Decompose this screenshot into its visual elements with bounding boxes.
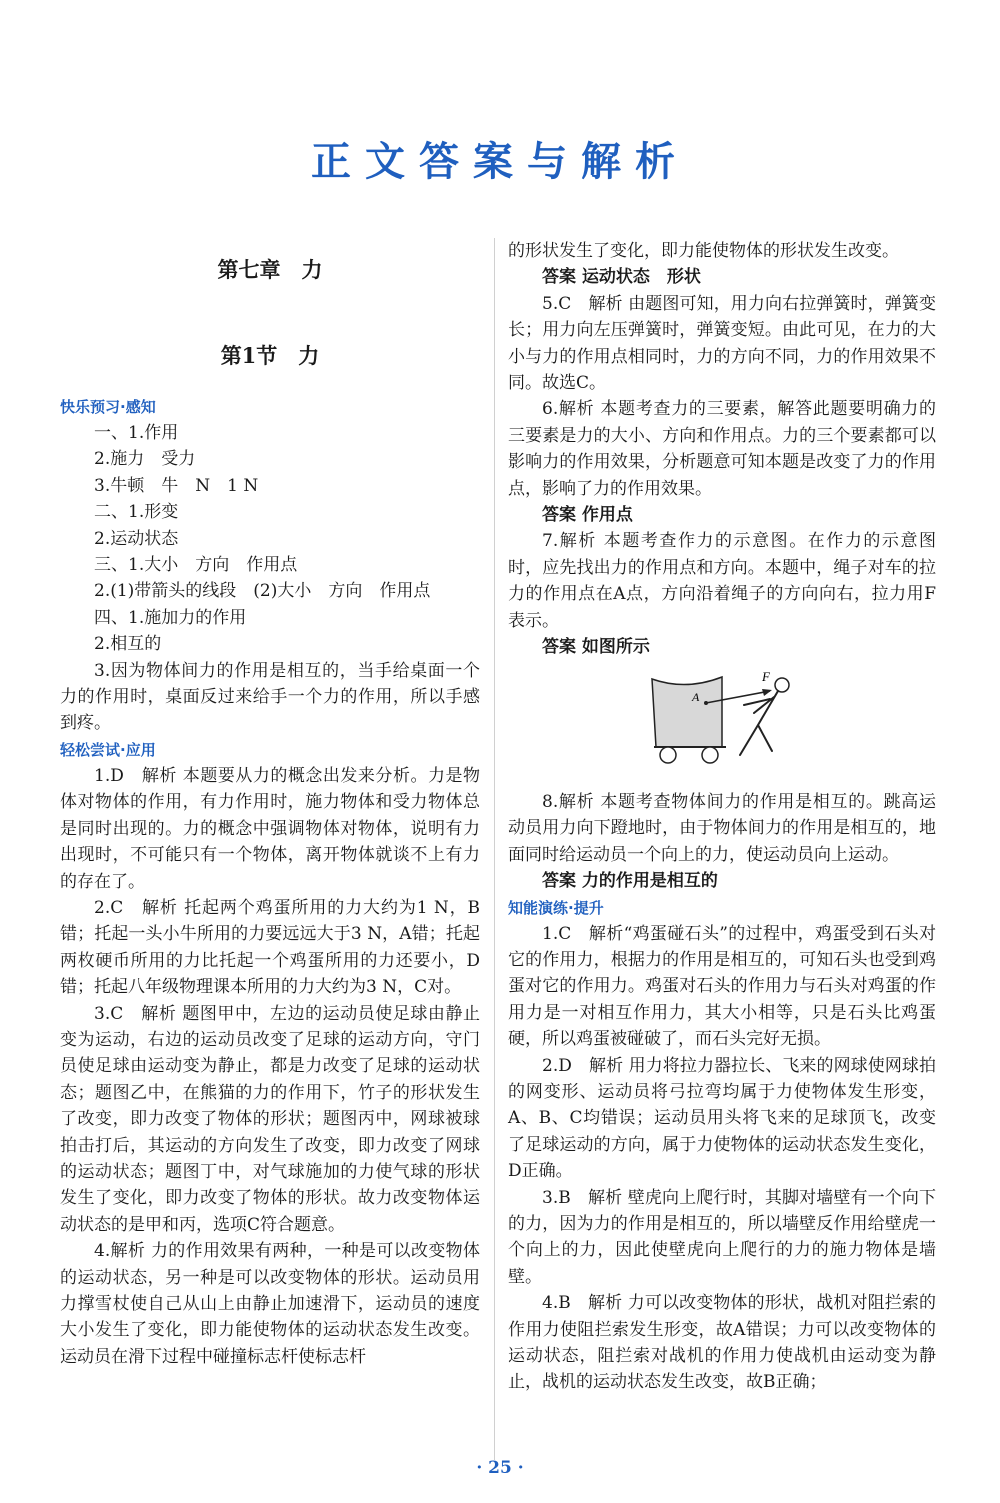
answer-paragraph: 4.B 解析 力可以改变物体的形状，战机对阻拦索的作用力使阻拦索发生形变，故A错误；力可以改变物体的运动状态，阻拦索对战机的作用力使战机由运动变为静止，战机的运动状态发生改变，故B正确； <box>508 1293 936 1393</box>
answer-paragraph: 8.解析 本题考查物体间力的作用是相互的。跳高运动员用力向下蹬地时，由于物体间力的作用是相互的，地面同时给运动员一个向上的力，使运动员向上运动。 <box>508 791 936 865</box>
list-item: 2.相互的 <box>94 634 162 655</box>
cart-wheel <box>660 747 676 763</box>
person-head <box>775 678 789 692</box>
page-number: · 25 · <box>476 1458 524 1478</box>
subsection-preview: 快乐预习·感知 <box>60 398 156 416</box>
list-item: 二、1.形变 <box>94 502 179 523</box>
answer-paragraph: 3.C 解析 题图甲中，左边的运动员使足球由静止变为运动，右边的运动员改变了足球的运动方向，守门员使足球由运动变为静止，都是力改变了足球的运动状态；题图乙中，在熊猫的力的作用下，竹子的形状发生了改变，即力改变了物体的形状；题图丙中，网球被球拍击打后，其运动的方向发生了改变，即力改变了网球的运动状态；题图丁中，对气球施加的力使气球的形状发生了变化，即力改变了物体的形状。故力改变物体运动状态的是甲和丙，选项C符合题意。 <box>60 1003 480 1235</box>
subsection-try: 轻松尝试·应用 <box>60 740 156 759</box>
answer-line: 答案 如图所示 <box>542 637 650 658</box>
list-item: 一、1.作用 <box>94 423 179 443</box>
answer-paragraph: 2.D 解析 用力将拉力器拉长、飞来的网球使网球拍的网变形、运动员将弓拉弯均属于力使物体发生形变，A、B、C均错误；运动员用头将飞来的足球顶飞，改变了足球运动的方向，属于力使物体的运动状态发生变化，D正确。 <box>508 1055 936 1182</box>
column-divider <box>494 238 495 1460</box>
answer-paragraph: 6.解析 本题考查力的三要素，解答此题要明确力的三要素是力的大小、方向和作用点。力的三个要素都可以影响力的作用效果，分析题意可知本题是改变了力的作用点，影响了力的作用效果。 <box>508 399 936 499</box>
answer-paragraph: 7.解析 本题考查作力的示意图。在作力的示意图时，应先找出力的作用点和方向。本题中，绳子对车的拉力的作用点在A点，方向沿着绳子的方向向右，拉力用F表示。 <box>508 531 936 631</box>
section-heading: 第1节 力 <box>220 343 320 368</box>
label-a: A <box>692 689 700 704</box>
answer-paragraph: 3.B 解析 壁虎向上爬行时，其脚对墙壁有一个向下的力，因为力的作用是相互的，所以墙壁反作用给壁虎一个向上的力，因此使壁虎向上爬行的力的施力物体是墙壁。 <box>508 1187 936 1287</box>
right-column <box>508 238 936 1396</box>
cart-wheel <box>702 747 718 763</box>
answer-paragraph: 的形状发生了变化，即力能使物体的形状发生改变。 <box>508 241 899 261</box>
list-item: 3.牛顿 牛 N 1 N <box>94 475 259 496</box>
left-column <box>60 238 480 1370</box>
subsection-practice: 知能演练·提升 <box>508 898 604 917</box>
person-body <box>740 691 778 755</box>
force-point <box>704 701 708 705</box>
answer-paragraph: 1.D 解析 本题要从力的概念出发来分析。力是物体对物体的作用，有力作用时，施力物体和受力物体总是同时出现的。力的概念中强调物体对物体，说明有力出现时，不可能只有一个物体，离开物体就谈不上有力的存在了。 <box>60 765 480 892</box>
answer-paragraph: 3.因为物体间力的作用是相互的，当手给桌面一个力的作用时，桌面反过来给手一个力的作用，所以手感到疼。 <box>60 660 480 734</box>
arrowhead <box>762 689 772 696</box>
label-f: F <box>762 668 770 684</box>
answer-line: 答案 作用点 <box>542 505 633 526</box>
answer-paragraph: 2.C 解析 托起两个鸡蛋所用的力大约为1 N，B错；托起一头小牛所用的力要远远大于3 N，A错；托起两枚硬币所用的力比托起一个鸡蛋所用的力还要小，D错；托起八年级物理课本所用的力大约为3 N，C对。 <box>60 897 480 998</box>
answer-line: 答案 运动状态 形状 <box>542 267 701 288</box>
list-item: 2.(1)带箭头的线段 (2)大小 方向 作用点 <box>94 581 431 602</box>
answer-paragraph: 1.C 解析“鸡蛋碰石头”的过程中，鸡蛋受到石头对它的作用力，根据力的作用是相互的，可知石头也受到鸡蛋对它的作用力。鸡蛋对石头的作用力与石头对鸡蛋的作用力是一对相互作用力，其大小相等，只是石头比鸡蛋硬，所以鸡蛋被碰破了，而石头完好无损。 <box>508 923 936 1050</box>
answer-paragraph: 5.C 解析 由题图可知，用力向右拉弹簧时，弹簧变长；用力向左压弹簧时，弹簧变短。由此可见，在力的大小与力的作用点相同时，力的方向不同，力的作用效果不同。故选C。 <box>508 293 936 394</box>
answer-paragraph: 4.解析 力的作用效果有两种，一种是可以改变物体的运动状态，另一种是可以改变物体的形状。运动员用力撑雪杖使自己从山上由静止加速滑下，运动员的速度大小发生了变化，即力能使物体的运动状态发生改变。运动员在滑下过程中碰撞标志杆使标志杆 <box>60 1241 480 1367</box>
force-diagram <box>646 669 806 771</box>
page-title: 正文答案与解析 <box>311 138 689 185</box>
cart-body <box>652 677 722 747</box>
chapter-heading: 第七章 力 <box>217 257 323 282</box>
list-item: 三、1.大小 方向 作用点 <box>94 555 298 576</box>
answer-line: 答案 力的作用是相互的 <box>542 871 718 892</box>
list-item: 2.运动状态 <box>94 528 179 549</box>
list-item: 2.施力 受力 <box>94 449 196 470</box>
list-item: 四、1.施加力的作用 <box>94 607 247 628</box>
